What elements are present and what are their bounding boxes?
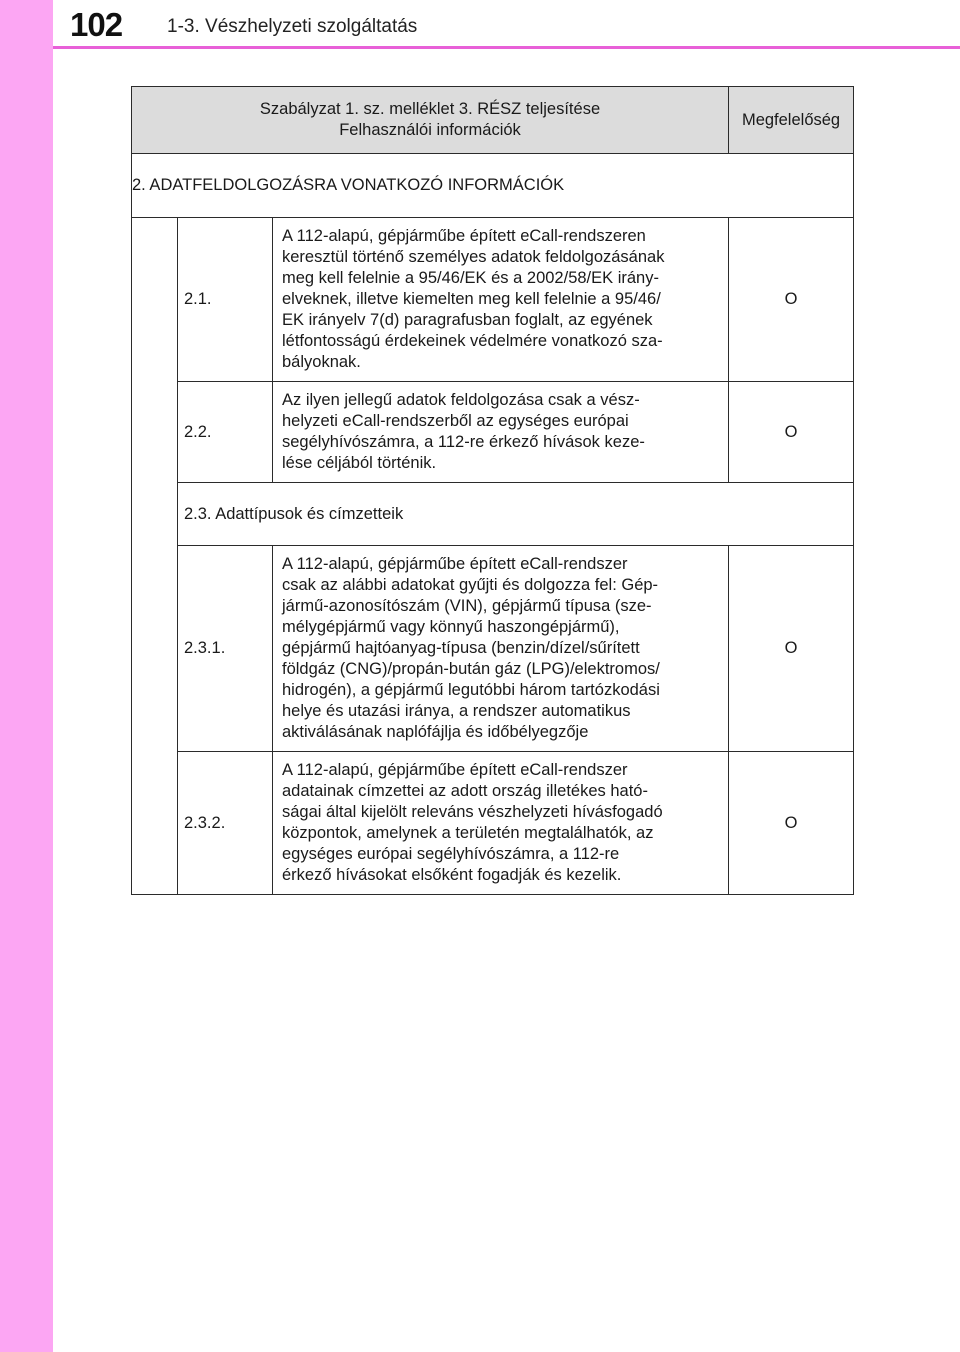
compliance-table	[131, 86, 854, 895]
table-row	[132, 382, 854, 483]
page-number: 102	[70, 6, 123, 43]
text-line: A 112-alapú, gépjárműbe épített eCall-rendszer	[282, 555, 628, 573]
text-line: mélygépjármű vagy könnyű haszongépjármű),	[282, 618, 620, 636]
section-title: 1-3. Vészhelyzeti szolgáltatás	[167, 16, 418, 37]
text-line: keresztül történő személyes adatok feldolgozásának	[282, 248, 665, 266]
text-line: hidrogén), a gépjármű legutóbbi három tartózkodási	[282, 681, 660, 699]
text-line: ságai által kijelölt releváns vészhelyzeti hívásfogadó	[282, 803, 663, 821]
text-line: egységes európai segélyhívószámra, a 112-re	[282, 845, 620, 863]
table-header-line1: Szabályzat 1. sz. melléklet 3. RÉSZ teljesítése	[259, 100, 601, 118]
header-rule	[53, 46, 960, 49]
text-line: adatainak címzettei az adott ország illetékes ható-	[282, 782, 648, 800]
row-number: 2.3.1.	[178, 546, 273, 752]
row-compliance: O	[729, 382, 854, 483]
text-line: Az ilyen jellegű adatok feldolgozása csak a vész-	[282, 391, 640, 409]
text-line: EK irányelv 7(d) paragrafusban foglalt, az egyének	[282, 311, 653, 329]
text-line: elveknek, illetve kiemelten meg kell felelnie a 95/46/	[282, 290, 661, 308]
text-line: aktiválásának naplófájlja és időbélyegzője	[282, 723, 589, 741]
row-text	[273, 382, 729, 483]
section-heading-row	[132, 154, 854, 218]
table-header-requirement	[132, 87, 729, 154]
text-line: A 112-alapú, gépjárműbe épített eCall-rendszeren	[282, 227, 646, 245]
subsection-heading-row	[132, 483, 854, 546]
text-line: segélyhívószámra, a 112-re érkező hívások keze-	[282, 433, 645, 451]
text-line: földgáz (CNG)/propán-bután gáz (LPG)/elektromos/	[282, 660, 660, 678]
text-line: központok, amelynek a területén megtalálhatók, az	[282, 824, 654, 842]
row-number: 2.3.2.	[178, 752, 273, 895]
text-line: meg kell felelnie a 95/46/EK és a 2002/58/EK irány-	[282, 269, 659, 287]
subsection-heading: 2.3. Adattípusok és címzetteik	[178, 483, 854, 546]
indent-cell	[132, 218, 178, 895]
table-row	[132, 218, 854, 382]
row-text	[273, 218, 729, 382]
table-row	[132, 546, 854, 752]
text-line: helyzeti eCall-rendszerből az egységes európai	[282, 412, 629, 430]
text-line: jármű-azonosítószám (VIN), gépjármű típusa (sze-	[282, 597, 652, 615]
section-heading: 2. ADATFELDOLGOZÁSRA VONATKOZÓ INFORMÁCIÓK	[132, 154, 854, 218]
row-text	[273, 546, 729, 752]
text-line: érkező hívásokat elsőként fogadják és kezelik.	[282, 866, 622, 884]
row-compliance: O	[729, 752, 854, 895]
text-line: csak az alábbi adatokat gyűjti és dolgozza fel: Gép-	[282, 576, 659, 594]
table-header-row	[132, 87, 854, 154]
text-line: A 112-alapú, gépjárműbe épített eCall-rendszer	[282, 761, 628, 779]
table-header-line2: Felhasználói információk	[339, 121, 521, 139]
row-compliance: O	[729, 218, 854, 382]
row-text	[273, 752, 729, 895]
text-line: gépjármű hajtóanyag-típusa (benzin/dízel/sűrített	[282, 639, 640, 657]
table-row	[132, 752, 854, 895]
text-line: létfontosságú érdekeinek védelmére vonatkozó sza-	[282, 332, 663, 350]
text-line: bályoknak.	[282, 353, 361, 371]
text-line: lése céljából történik.	[282, 454, 437, 472]
text-line: helye és utazási iránya, a rendszer automatikus	[282, 702, 631, 720]
row-number: 2.2.	[178, 382, 273, 483]
row-compliance: O	[729, 546, 854, 752]
left-color-band	[0, 0, 53, 1352]
table-header-compliance: Megfelelőség	[729, 87, 854, 154]
row-number: 2.1.	[178, 218, 273, 382]
